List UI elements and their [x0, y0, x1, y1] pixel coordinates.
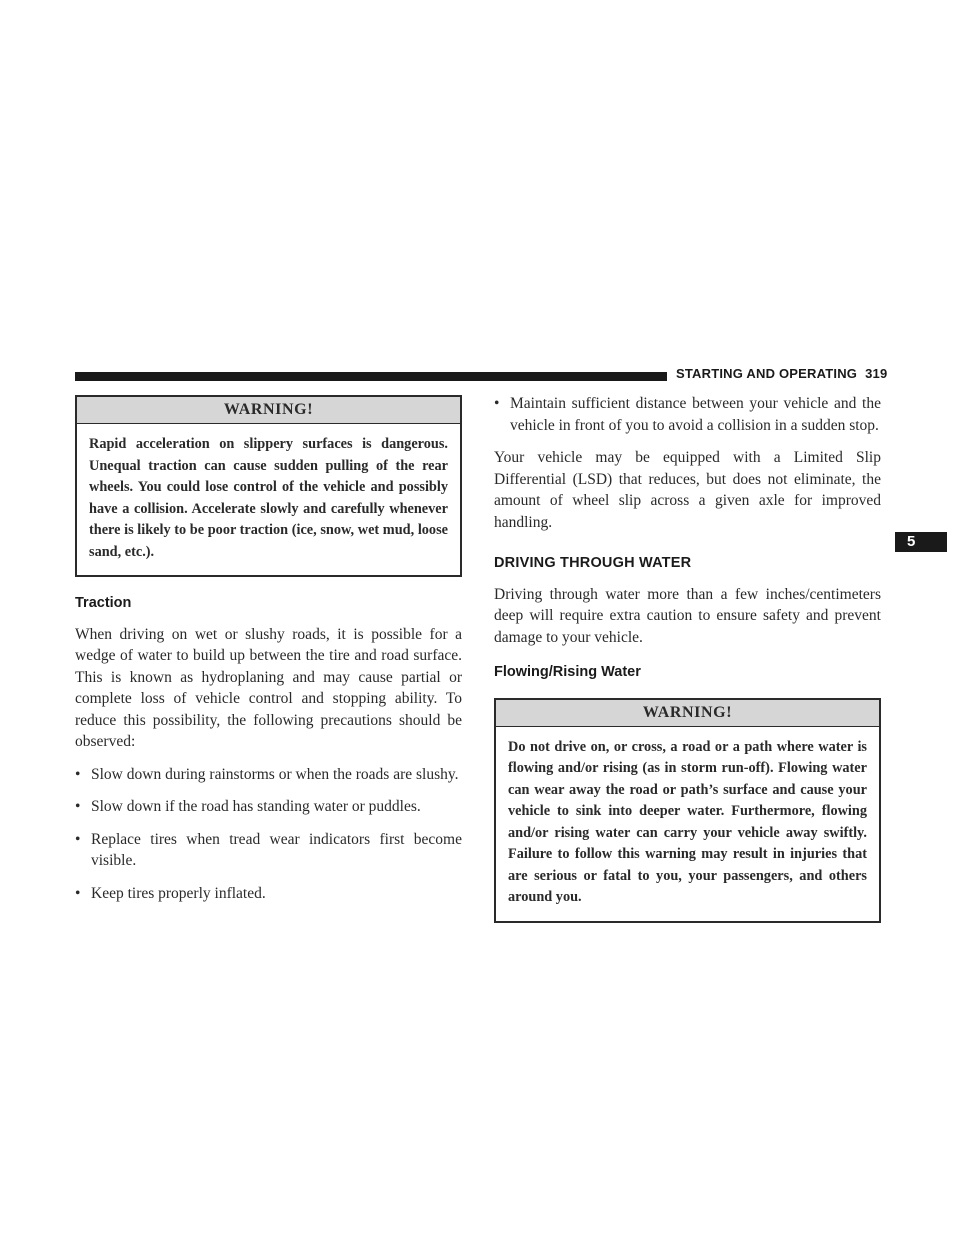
warning-box-flowing-water: [494, 698, 881, 923]
chapter-tab: 5: [895, 532, 947, 552]
header-rule: [75, 372, 667, 381]
bullet-icon: •: [75, 830, 81, 848]
lsd-paragraph: Your vehicle may be equipped with a Limited Slip Differential (LSD) that reduces, but does not eliminate, the amount of wheel slip across a given axle for improved handling.: [494, 449, 881, 531]
bullet-icon: •: [75, 765, 81, 783]
list-item: • Keep tires properly inflated.: [75, 883, 462, 905]
traction-paragraph: When driving on wet or slushy roads, it is possible for a wedge of water to build up between the tire and road surface. This is known as hydroplaning and may cause partial or complete loss of vehicle control and stopping ability. To reduce this possibility, the following precautions should be observed:: [75, 625, 462, 750]
bullet-icon: •: [75, 884, 81, 902]
bullet-icon: •: [75, 798, 81, 815]
page-number: 319: [865, 366, 888, 381]
warning-body: Rapid acceleration on slippery surfaces is dangerous. Unequal traction can cause sudden pulling of the rear wheels. You could lose control of the vehicle and possibly have a collision. Accelerate slowly and carefully whenever there is likely to be poor traction (ice, snow, wet mud, loose sand, etc.).: [89, 436, 448, 560]
list-item: • Maintain sufficient distance between your vehicle and the vehicle in front of you to avoid a collision in a sudden stop.: [494, 395, 881, 434]
warning-body: Do not drive on, or cross, a road or a path where water is flowing and/or rising (as in storm run-off). Flowing water can wear away the road or path’s surface and cause your vehicle to sink into deeper water. Furthermore, flowing and/or rising water can carry your vehicle away swiftly. Failure to follow this warning may result in injuries that are serious or fatal to you, your passengers, and others around you.: [508, 738, 867, 905]
warning-box-acceleration: [75, 395, 462, 577]
water-paragraph: Driving through water more than a few inches/centimeters deep will require extra caution to ensure safety and prevent damage to your vehicle.: [494, 585, 881, 646]
list-item: • Slow down during rainstorms or when the roads are slushy.: [75, 764, 462, 786]
precautions-list: [75, 764, 462, 905]
section-title: STARTING AND OPERATING: [676, 366, 858, 381]
right-column: [494, 393, 881, 939]
distance-list: [494, 393, 881, 436]
list-item: • Slow down if the road has standing water or puddles.: [75, 796, 462, 818]
traction-heading: Traction: [75, 595, 132, 611]
warning-title: WARNING!: [77, 397, 460, 424]
list-item: • Replace tires when tread wear indicators first become visible.: [75, 830, 462, 869]
left-column: [75, 395, 462, 915]
warning-title: WARNING!: [496, 700, 879, 727]
flowing-water-heading: Flowing/Rising Water: [494, 664, 641, 680]
section-heading: DRIVING THROUGH WATER: [494, 555, 692, 571]
running-header: [676, 366, 887, 381]
bullet-icon: •: [494, 395, 500, 412]
